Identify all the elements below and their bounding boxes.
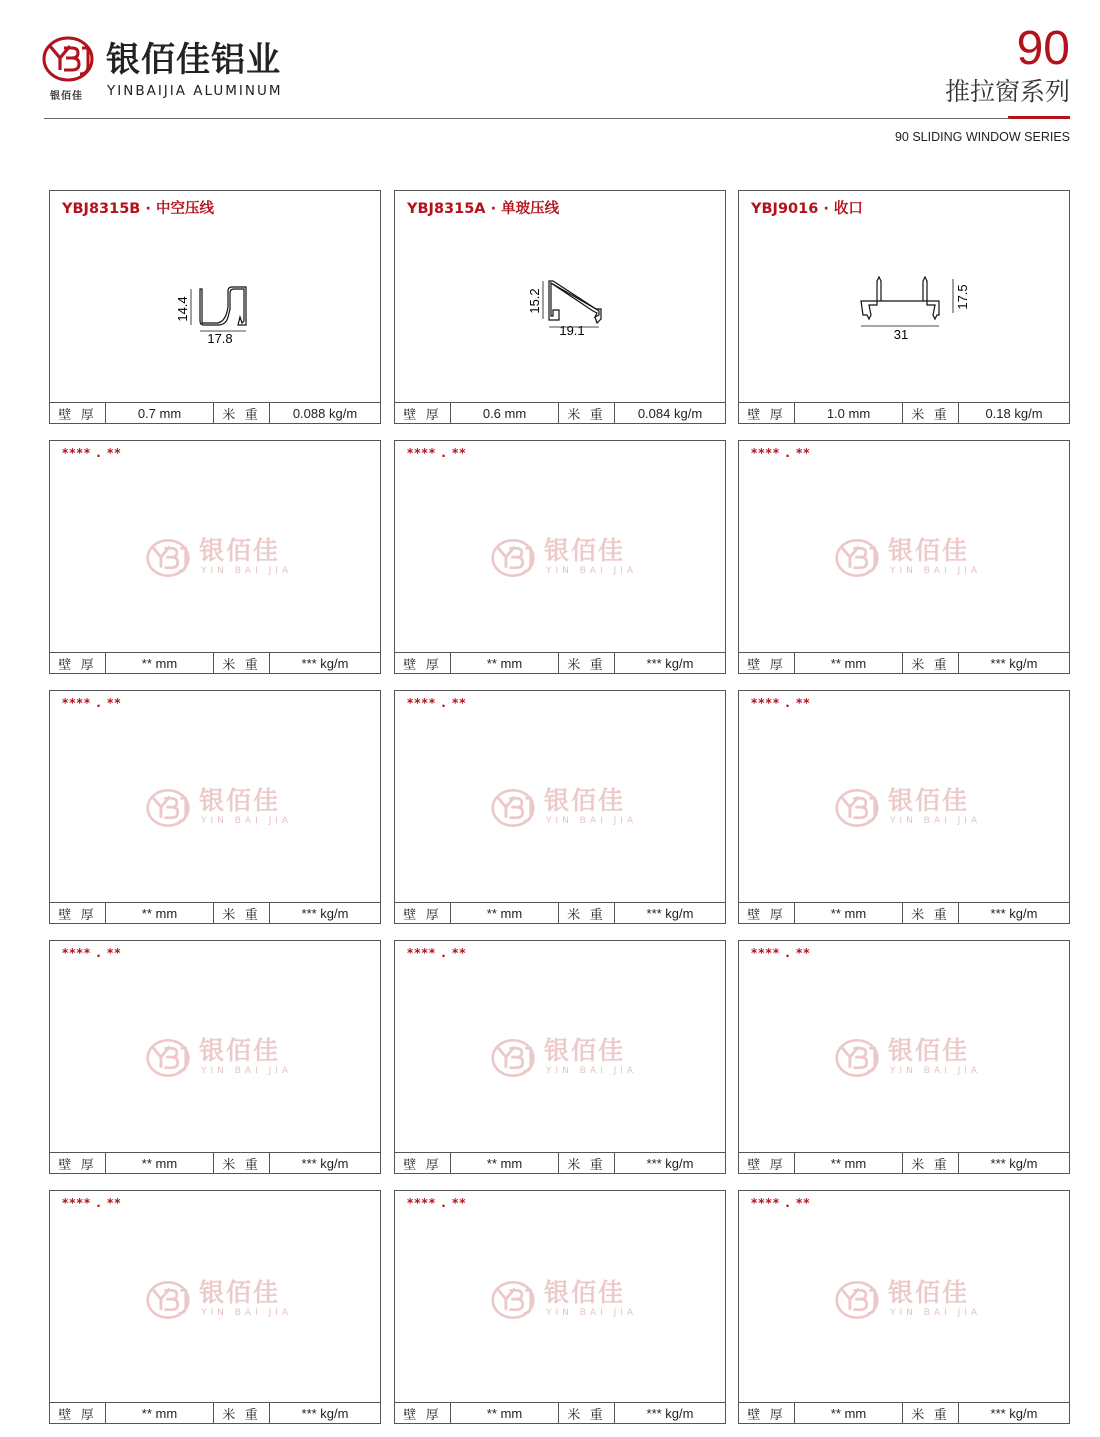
- dim-height: 15.2: [527, 288, 542, 314]
- thickness-value: ** mm: [451, 653, 559, 673]
- profile-card: [394, 190, 726, 424]
- watermark: [490, 1277, 638, 1325]
- watermark-cn: 银佰佳: [888, 786, 970, 815]
- watermark-en: YIN BAI JIA: [890, 566, 982, 576]
- thickness-label: 壁 厚: [50, 403, 106, 423]
- watermark-logo-icon: [490, 535, 536, 581]
- accent-rule: [1008, 116, 1070, 119]
- weight-value: *** kg/m: [990, 1155, 1038, 1171]
- watermark: [490, 1035, 638, 1083]
- profile-card: [738, 440, 1070, 674]
- watermark-cn: 银佰佳: [888, 536, 970, 565]
- series-title-en: 90 SLIDING WINDOW SERIES: [894, 130, 1070, 144]
- watermark-en: YIN BAI JIA: [546, 1066, 638, 1076]
- profile-card: [394, 1190, 726, 1424]
- profile-card: [394, 940, 726, 1174]
- spec-row: [395, 402, 725, 423]
- watermark-logo-icon: [834, 535, 880, 581]
- watermark-cn: 银佰佳: [544, 1036, 626, 1065]
- watermark-logo-icon: [145, 785, 191, 831]
- weight-label: 米 重: [559, 403, 615, 423]
- profile-title: **** . **: [407, 1196, 467, 1210]
- thickness-label: 壁 厚: [739, 1153, 795, 1173]
- spec-row: [739, 1402, 1069, 1423]
- dim-height: 14.4: [175, 296, 190, 322]
- thickness-label: 壁 厚: [739, 653, 795, 673]
- watermark-cn: 银佰佳: [544, 1278, 626, 1307]
- watermark: [490, 785, 638, 833]
- spec-row: [395, 1152, 725, 1173]
- watermark-logo-icon: [834, 1035, 880, 1081]
- profile-title: **** . **: [62, 696, 122, 710]
- watermark-logo-icon: [490, 785, 536, 831]
- watermark: [834, 1277, 982, 1325]
- thickness-value: ** mm: [451, 1153, 559, 1173]
- thickness-label: 壁 厚: [395, 1153, 451, 1173]
- thickness-value: ** mm: [795, 903, 903, 923]
- weight-value: *** kg/m: [990, 655, 1038, 671]
- watermark-en: YIN BAI JIA: [890, 1308, 982, 1318]
- watermark-en: YIN BAI JIA: [546, 566, 638, 576]
- weight-value: *** kg/m: [646, 655, 694, 671]
- watermark-en: YIN BAI JIA: [201, 1066, 293, 1076]
- profile-title: **** . **: [62, 946, 122, 960]
- watermark: [145, 1277, 293, 1325]
- profile-card: [49, 190, 381, 424]
- thickness-value: ** mm: [795, 1403, 903, 1423]
- thickness-label: 壁 厚: [395, 653, 451, 673]
- weight-label: 米 重: [559, 653, 615, 673]
- spec-row: [50, 1402, 380, 1423]
- profile-title: YBJ8315B · 中空压线: [62, 201, 214, 217]
- weight-value: 0.088 kg/m: [292, 405, 358, 421]
- watermark-cn: 银佰佳: [544, 786, 626, 815]
- thickness-value: ** mm: [106, 1403, 214, 1423]
- thickness-value: 0.7 mm: [106, 403, 214, 423]
- weight-value: *** kg/m: [301, 1155, 349, 1171]
- thickness-label: 壁 厚: [50, 1403, 106, 1423]
- spec-row: [739, 902, 1069, 923]
- weight-label: 米 重: [214, 403, 270, 423]
- profile-title: YBJ9016 · 收口: [751, 201, 863, 217]
- weight-value: *** kg/m: [301, 1405, 349, 1421]
- profile-drawing: [739, 221, 1069, 401]
- weight-label: 米 重: [214, 653, 270, 673]
- weight-value: *** kg/m: [646, 1405, 694, 1421]
- weight-value: 0.18 kg/m: [985, 405, 1043, 421]
- thickness-label: 壁 厚: [50, 903, 106, 923]
- dim-width: 19.1: [559, 323, 585, 338]
- brand-name-cn: 银佰佳铝业: [106, 40, 281, 80]
- weight-value: *** kg/m: [646, 905, 694, 921]
- thickness-value: ** mm: [106, 903, 214, 923]
- watermark-cn: 银佰佳: [199, 786, 281, 815]
- spec-row: [50, 1152, 380, 1173]
- weight-label: 米 重: [214, 903, 270, 923]
- watermark-en: YIN BAI JIA: [890, 1066, 982, 1076]
- weight-value: *** kg/m: [990, 1405, 1038, 1421]
- watermark-logo-icon: [834, 1277, 880, 1323]
- weight-label: 米 重: [214, 1153, 270, 1173]
- thickness-label: 壁 厚: [395, 903, 451, 923]
- dim-width: 31: [893, 327, 909, 342]
- thickness-value: ** mm: [106, 1153, 214, 1173]
- watermark-en: YIN BAI JIA: [201, 566, 293, 576]
- profile-card: [394, 440, 726, 674]
- weight-label: 米 重: [559, 1153, 615, 1173]
- watermark-logo-icon: [145, 1035, 191, 1081]
- spec-row: [50, 402, 380, 423]
- watermark-en: YIN BAI JIA: [201, 1308, 293, 1318]
- watermark-cn: 银佰佳: [199, 1278, 281, 1307]
- watermark-cn: 银佰佳: [199, 536, 281, 565]
- spec-row: [50, 652, 380, 673]
- thickness-label: 壁 厚: [50, 653, 106, 673]
- watermark-logo-icon: [490, 1277, 536, 1323]
- dim-height: 17.5: [955, 284, 970, 310]
- watermark: [145, 535, 293, 583]
- watermark-logo-icon: [145, 535, 191, 581]
- profile-title: **** . **: [407, 946, 467, 960]
- watermark: [834, 785, 982, 833]
- ybj-logo-icon: [42, 36, 94, 82]
- series-title-cn: 推拉窗系列: [944, 77, 1070, 106]
- profile-title: **** . **: [751, 446, 811, 460]
- profile-card: [49, 690, 381, 924]
- weight-label: 米 重: [559, 1403, 615, 1423]
- weight-label: 米 重: [903, 653, 959, 673]
- watermark-cn: 银佰佳: [888, 1278, 970, 1307]
- profile-drawing: [50, 221, 380, 401]
- weight-label: 米 重: [903, 1403, 959, 1423]
- spec-row: [395, 1402, 725, 1423]
- watermark-en: YIN BAI JIA: [546, 1308, 638, 1318]
- watermark: [490, 535, 638, 583]
- profile-title: **** . **: [407, 696, 467, 710]
- profile-card: [394, 690, 726, 924]
- watermark-logo-icon: [490, 1035, 536, 1081]
- watermark-en: YIN BAI JIA: [201, 816, 293, 826]
- weight-value: *** kg/m: [301, 655, 349, 671]
- profile-drawing: [395, 221, 725, 401]
- watermark-en: YIN BAI JIA: [546, 816, 638, 826]
- series-number: 90: [1016, 22, 1070, 75]
- thickness-value: ** mm: [106, 653, 214, 673]
- profile-card: [738, 1190, 1070, 1424]
- spec-row: [739, 652, 1069, 673]
- thickness-value: ** mm: [795, 1153, 903, 1173]
- profile-title: **** . **: [751, 946, 811, 960]
- dim-width: 17.8: [207, 331, 233, 346]
- watermark-cn: 银佰佳: [544, 536, 626, 565]
- profile-card: [49, 440, 381, 674]
- profile-card: [49, 1190, 381, 1424]
- thickness-value: 0.6 mm: [451, 403, 559, 423]
- profile-card: [738, 940, 1070, 1174]
- profile-title: **** . **: [62, 1196, 122, 1210]
- thickness-label: 壁 厚: [739, 903, 795, 923]
- watermark: [834, 1035, 982, 1083]
- weight-value: *** kg/m: [990, 905, 1038, 921]
- thickness-label: 壁 厚: [739, 1403, 795, 1423]
- thickness-value: 1.0 mm: [795, 403, 903, 423]
- spec-row: [739, 402, 1069, 423]
- watermark-cn: 银佰佳: [888, 1036, 970, 1065]
- brand-name-en: YINBAIJIA ALUMINUM: [107, 83, 283, 99]
- thickness-label: 壁 厚: [395, 1403, 451, 1423]
- spec-row: [50, 902, 380, 923]
- weight-value: *** kg/m: [646, 1155, 694, 1171]
- spec-row: [739, 1152, 1069, 1173]
- profile-title: **** . **: [407, 446, 467, 460]
- weight-value: *** kg/m: [301, 905, 349, 921]
- weight-label: 米 重: [559, 903, 615, 923]
- watermark-logo-icon: [145, 1277, 191, 1323]
- profile-title: **** . **: [751, 696, 811, 710]
- profile-title: **** . **: [751, 1196, 811, 1210]
- header-divider: [44, 118, 1010, 119]
- profile-title: **** . **: [62, 446, 122, 460]
- watermark: [834, 535, 982, 583]
- thickness-label: 壁 厚: [395, 403, 451, 423]
- weight-label: 米 重: [903, 1153, 959, 1173]
- spec-row: [395, 652, 725, 673]
- weight-label: 米 重: [214, 1403, 270, 1423]
- watermark-en: YIN BAI JIA: [890, 816, 982, 826]
- thickness-label: 壁 厚: [739, 403, 795, 423]
- profile-title: YBJ8315A · 单玻压线: [407, 201, 560, 217]
- weight-value: 0.084 kg/m: [637, 405, 703, 421]
- profile-card: [49, 940, 381, 1174]
- profile-card: [738, 190, 1070, 424]
- watermark: [145, 785, 293, 833]
- spec-row: [395, 902, 725, 923]
- logo-small-text: 银佰佳: [50, 91, 83, 102]
- page-header: [0, 0, 1100, 160]
- thickness-value: ** mm: [451, 1403, 559, 1423]
- thickness-value: ** mm: [795, 653, 903, 673]
- watermark-cn: 银佰佳: [199, 1036, 281, 1065]
- thickness-label: 壁 厚: [50, 1153, 106, 1173]
- weight-label: 米 重: [903, 903, 959, 923]
- weight-label: 米 重: [903, 403, 959, 423]
- watermark-logo-icon: [834, 785, 880, 831]
- watermark: [145, 1035, 293, 1083]
- thickness-value: ** mm: [451, 903, 559, 923]
- profile-card: [738, 690, 1070, 924]
